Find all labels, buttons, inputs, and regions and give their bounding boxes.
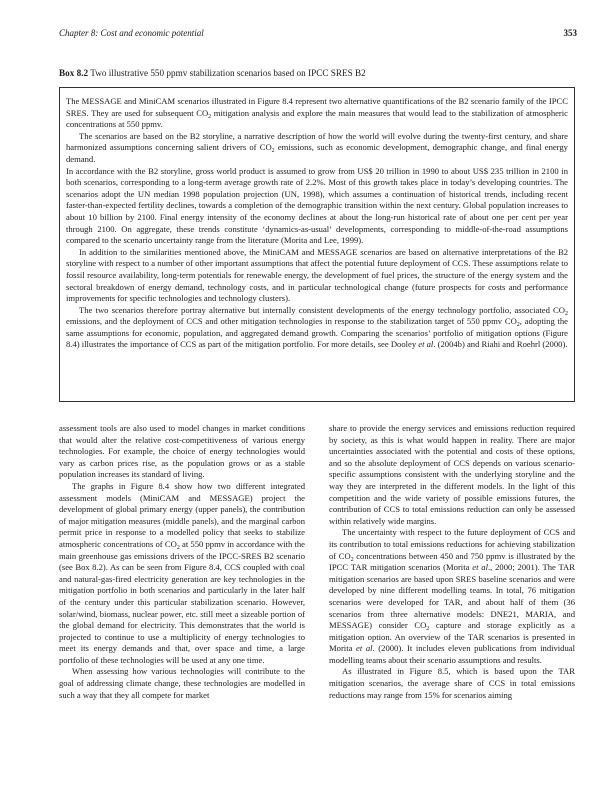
- right-column: [329, 423, 575, 701]
- box-caption: [59, 68, 366, 78]
- chapter-title: Chapter 8: Cost and economic potential: [59, 28, 204, 38]
- body-paragraph: share to provide the energy services and emissions reduction required by society, as this is what would happen in reality. There are major uncertainties associated with the potential and costs of these options, and so the absolute deployment of CCS depends on various scenario-specific assumptions consistent with the underlying storyline and the way they are interpreted in the different models. In the light of this competition and the wide variety of possible emissions futures, the contribution of CCS to total emissions reduction can only be assessed within relatively wide margins.: [329, 423, 575, 526]
- running-header: [59, 28, 577, 42]
- body-paragraph: As illustrated in Figure 8.5, which is based upon the TAR mitigation scenarios, the average share of CCS in total emissions reductions may range from 15% for scenarios aiming: [329, 666, 575, 700]
- box-label: Box 8.2: [59, 68, 89, 78]
- body-paragraph: The uncertainty with respect to the future deployment of CCS and its contribution to total emissions reductions for achieving stabilization of $CO_2$ concentrations between 450 and 750 ppmv is illustrated by the IPCC TAR mitigation scenarios (Morita et al., 2000; 2001). The TAR mitigation scenarios are based upon SRES baseline scenarios and were developed by nine different modelling teams. In total, 76 mitigation scenarios were developed for TAR, and about half of them (36 scenarios from three alternative models: DNE21, MARIA, and MESSAGE) consider $CO_2$ capture and storage explicitly as a mitigation option. An overview of the TAR scenarios is presented in Morita et al. (2000). It includes eleven publications from individual modelling teams about their scenario assumptions and results.: [329, 527, 576, 665]
- box-paragraph: In addition to the similarities mentioned above, the MiniCAM and MESSAGE scenarios are based on alternative interpretations of the B2 storyline with respect to a number of other important assumptions that affect the potential future deployment of CCS. These assumptions relate to fossil resource availability, long-term potentials for renewable energy, the development of fuel prices, the structure of the energy system and the sectoral breakdown of energy demand, technology costs, and in particular technological change (future prospects for costs and performance improvements for specific technologies and technology clusters).: [66, 246, 568, 304]
- box-paragraph: In accordance with the B2 storyline, gross world product is assumed to grow from US$ 20 trillion in 1990 to about US$ 235 trillion in 2100 in both scenarios, corresponding to a long-term average growth rate of 2.2%. Most of this growth takes place in today’s developing countries. The scenarios adopt the UN median 1998 population projection (UN, 1998), which assumes a continuation of historical trends, including recent faster-than-expected fertility declines, towards a completion of the demographic transition within the next century. Global population increases to about 10 billion by 2100. Final energy intensity of the economy declines at about the long-run historical rate of about one per cent per year through 2100. On aggregate, these trends constitute ‘dynamics-as-usual’ developments, corresponding to middle-of-the-road assumptions compared to the scenario uncertainty range from the literature (Morita and Lee, 1999).: [66, 165, 568, 246]
- box-paragraph: The two scenarios therefore portray alternative but internally consistent developments of the energy technology portfolio, associated $CO_2$ emissions, and the deployment of CCS and other mitigation technologies in response to the stabilization target of 550 ppmv $CO_2$, adopting the same assumptions for economic, population, and aggregated demand growth. Comparing the scenarios’ portfolio of mitigation options (Figure 8.4) illustrates the importance of CCS as part of the mitigation portfolio. For more details, see Dooley et al. (2004b) and Riahi and Roehrl (2000).: [66, 304, 568, 350]
- left-column: [59, 423, 305, 701]
- body-paragraph: When assessing how various technologies will contribute to the goal of addressing climate change, these technologies are modelled in such a way that they all compete for market: [59, 666, 305, 700]
- box-paragraph: The MESSAGE and MiniCAM scenarios illustrated in Figure 8.4 represent two alternative quantifications of the B2 scenario family of the IPCC SRES. They are used for subsequent $CO_2$ mitigation analysis and explore the main measures that would lead to the stabilization of atmospheric concentrations at 550 ppmv.: [66, 96, 568, 130]
- body-paragraph: assessment tools are also used to model changes in market conditions that would alter the relative cost-competitiveness of various energy technologies. For example, the choice of energy technologies would vary as carbon prices rise, as the population grows or as a stable population increases its standard of living.: [59, 423, 305, 480]
- body-columns: [59, 423, 575, 783]
- box-8-2: [59, 87, 575, 402]
- body-paragraph: The graphs in Figure 8.4 show how two different integrated assessment models (MiniCAM and MESSAGE) project the development of global primary energy (upper panels), the contribution of major mitigation measures (middle panels), and the marginal carbon permit price in response to a modelled policy that seeks to stabilize atmospheric concentrations of $CO_2$ at 550 ppmv in accordance with the main greenhouse gas emissions drivers of the IPCC-SRES B2 scenario (see Box 8.2). As can be seen from Figure 8.4, CCS coupled with coal and natural-gas-fired electricity generation are key technologies in the mitigation portfolio in both scenarios and particularly in the later half of the century under this particular stabilization scenario. However, solar/wind, biomass, nuclear power, etc. still meet a sizeable portion of the global demand for electricity. This demonstrates that the world is projected to continue to use a multiplicity of energy technologies to meet its energy demands and that, over space and time, a large portfolio of these technologies will be used at any one time.: [59, 480, 305, 665]
- box-paragraph: The scenarios are based on the B2 storyline, a narrative description of how the world will evolve during the twenty-first century, and share harmonized assumptions concerning salient drivers of $CO_2$ emissions, such as economic development, demographic change, and final energy demand.: [66, 130, 568, 164]
- page-number: 353: [563, 28, 577, 38]
- box-title: Two illustrative 550 ppmv stabilization scenarios based on IPCC SRES B2: [90, 68, 366, 78]
